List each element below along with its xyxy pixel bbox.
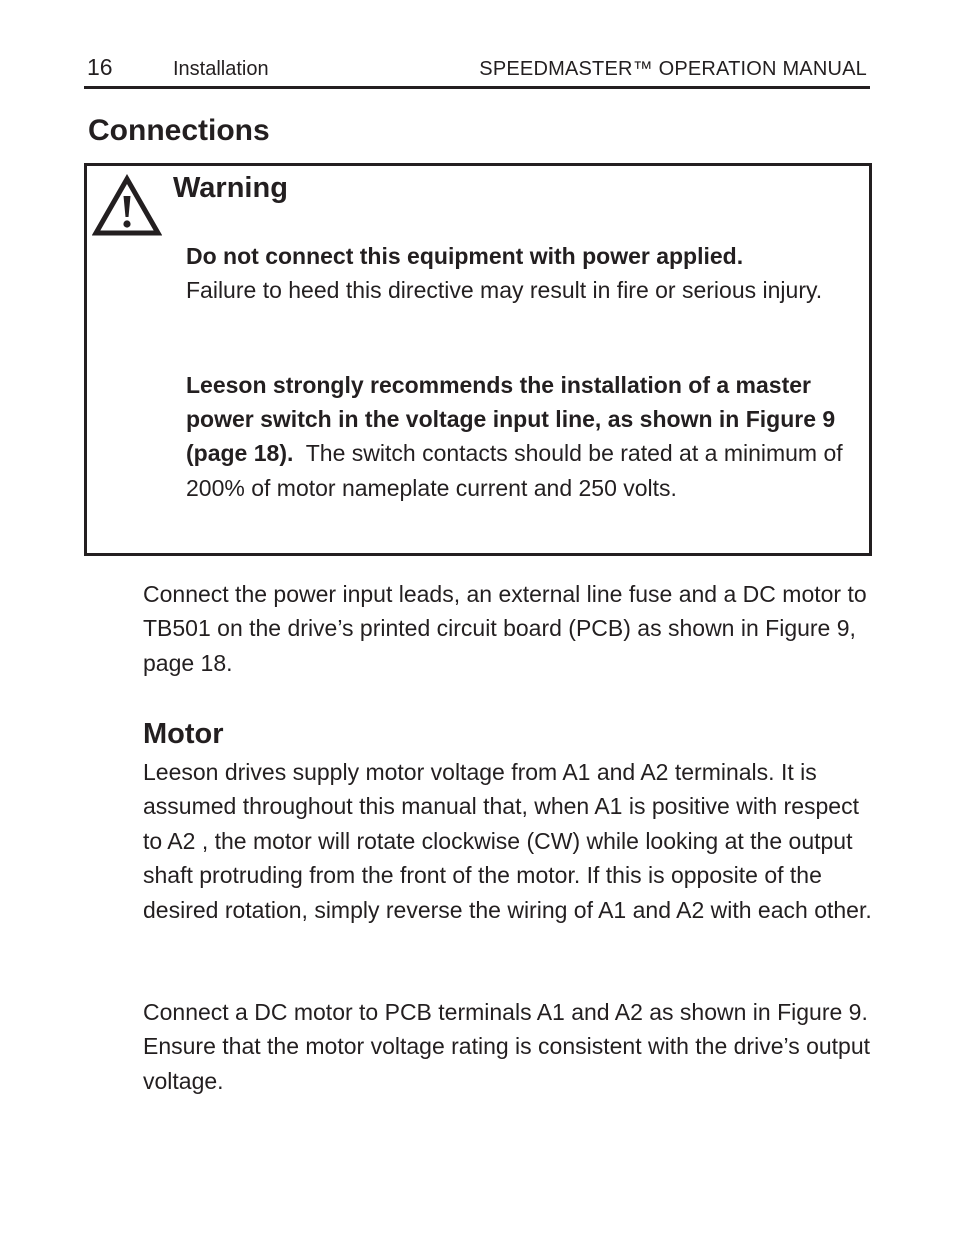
section-label: Installation: [173, 58, 269, 80]
warning-box: [84, 163, 872, 556]
warning-paragraph-1-text: Failure to heed this directive may result in fire or serious injury.: [186, 277, 823, 304]
motor-paragraph-2: Connect a DC motor to PCB terminals A1 and A2 as shown in Figure 9. Ensure that the motor voltage rating is consistent with the drive’s output voltage.: [143, 999, 871, 1094]
manual-title: SPEEDMASTER™ OPERATION MANUAL: [479, 58, 867, 80]
page-header: [84, 50, 870, 89]
warning-triangle-icon: [92, 174, 162, 238]
section-title-motor: Motor: [143, 718, 224, 750]
warning-title: Warning: [173, 172, 288, 204]
motor-paragraph-1: Leeson drives supply motor voltage from A1 and A2 terminals. It is assumed throughout this manual that, when A1 is positive with respect to A2 , the motor will rotate clockwise (CW) while looking at the output shaft protruding from the front of the motor. If this is opposite of the desired rotation, simply reverse the wiring of A1 and A2 with each other.: [143, 759, 872, 923]
warning-paragraph-2-text: The switch contacts should be rated at a minimum of 200% of motor nameplate current and 250 volts.: [186, 440, 843, 501]
warning-paragraph-1: [186, 239, 861, 307]
section-title-connections: Connections: [88, 114, 270, 147]
page-number: 16: [87, 54, 113, 80]
warning-paragraph-1-bold: Do not connect this equipment with power applied.: [186, 243, 744, 269]
warning-paragraph-2-bold: Leeson strongly recommends the installation of a master power switch in the voltage input line, as shown in Figure 9 (page 18).: [186, 372, 836, 467]
connections-intro-paragraph: Connect the power input leads, an external line fuse and a DC motor to TB501 on the drive’s printed circuit board (PCB) as shown in Figure 9, page 18.: [143, 581, 867, 676]
warning-paragraph-2: [186, 368, 861, 505]
